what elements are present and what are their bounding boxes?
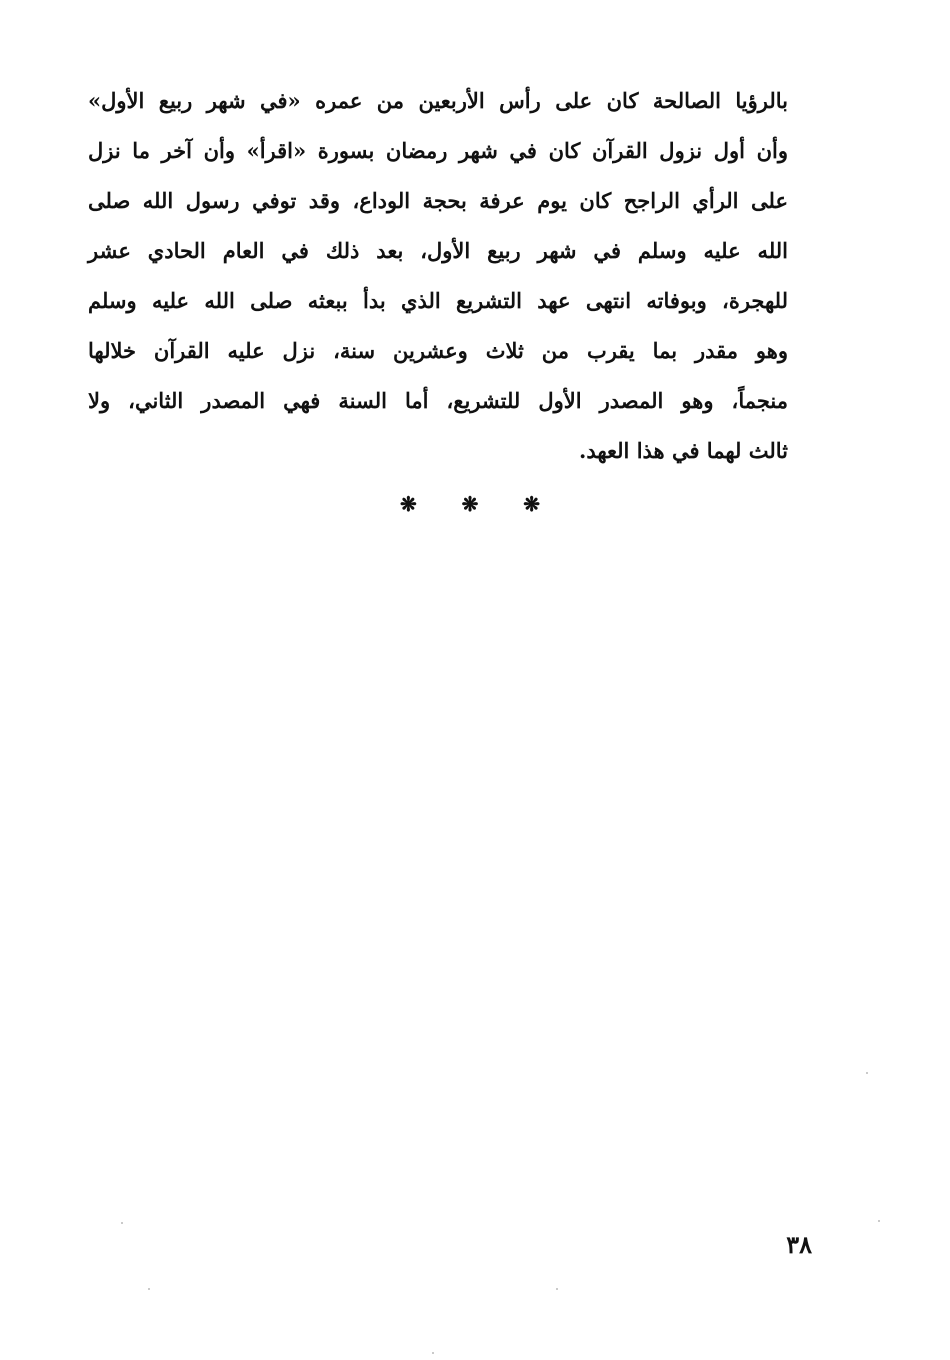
body-line: ثالث لهما في هذا العهد. [579, 438, 788, 463]
section-separator [400, 492, 540, 516]
body-line: بالرؤيا الصالحة كان على رأس الأربعين من عمره «في شهر ربيع الأول» [88, 88, 788, 113]
asterism-mark-icon: ❋ [461, 492, 479, 516]
body-line: منجماً، وهو المصدر الأول للتشريع، أما السنة فهي المصدر الثاني، ولا [88, 388, 788, 413]
body-line: وهو مقدر بما يقرب من ثلاث وعشرين سنة، نزل عليه القرآن خلالها [88, 338, 788, 363]
asterism-mark-icon: ❋ [400, 492, 417, 516]
asterism-mark-icon: ❋ [523, 492, 540, 516]
page-number: ٣٨ [786, 1230, 812, 1259]
body-paragraph [88, 76, 788, 476]
body-line: وأن أول نزول القرآن كان في شهر رمضان بسورة «اقرأ» وأن آخر ما نزل [88, 138, 788, 163]
body-line: على الرأي الراجح كان يوم عرفة بحجة الوداع، وقد توفي رسول الله صلى [88, 188, 788, 213]
body-line: للهجرة، وبوفاته انتهى عهد التشريع الذي بدأ ببعثه صلى الله عليه وسلم [88, 288, 788, 313]
body-line: الله عليه وسلم في شهر ربيع الأول، بعد ذلك في العام الحادي عشر [88, 238, 788, 263]
